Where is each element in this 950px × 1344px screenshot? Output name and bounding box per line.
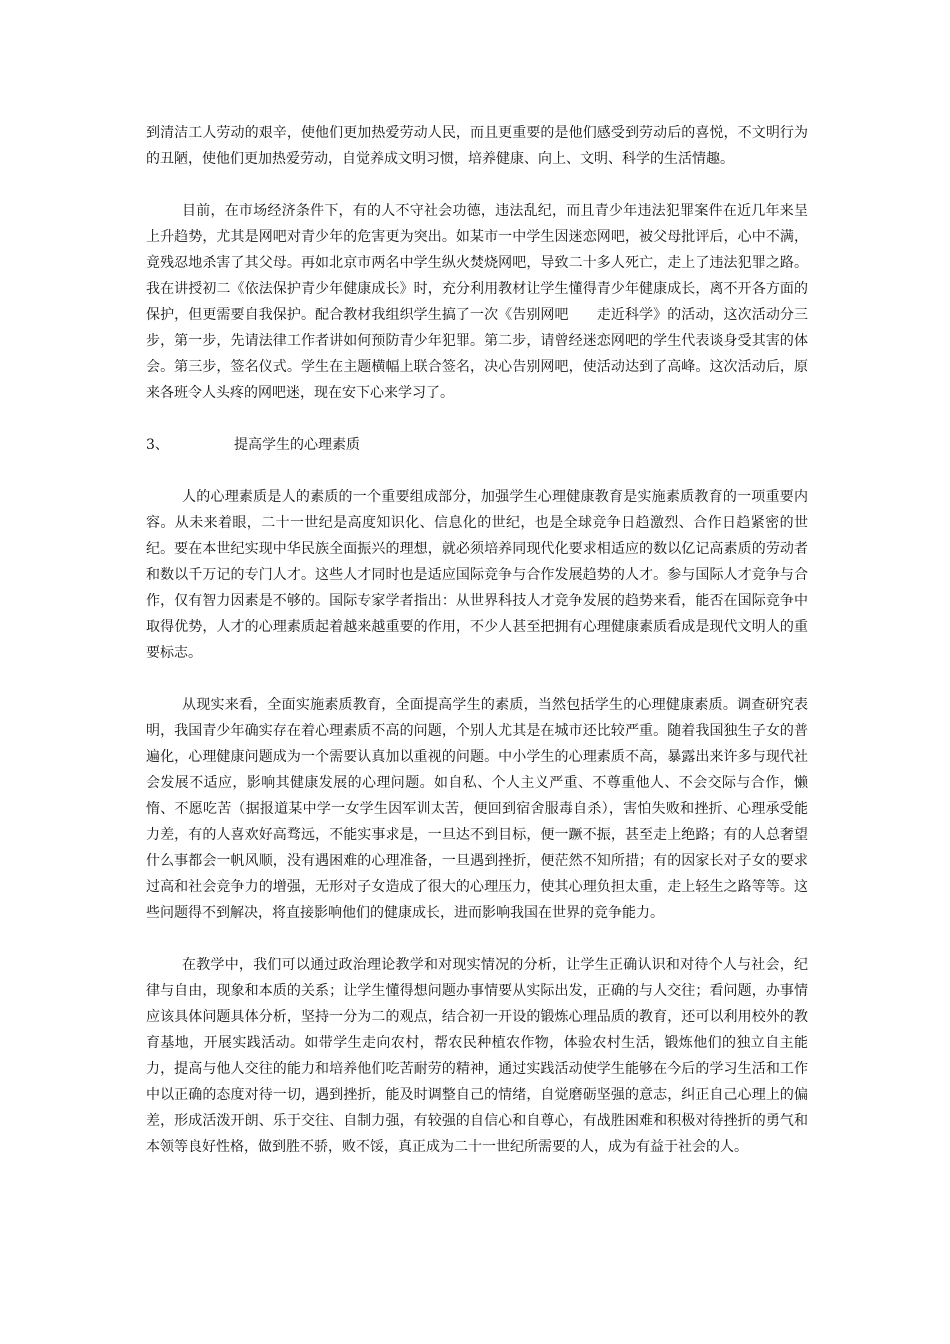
section-number: 3、	[146, 437, 169, 453]
paragraph-internet-cafe-activity: 目前，在市场经济条件下，有的人不守社会功德，违法乱纪，而且青少年违法犯罪案件在近几年来呈上升趋势，尤其是网吧对青少年的危害更为突出。如某市一中学生因迷恋网吧，被父母批评后，心中不满，竟残忍地杀害了其父母。再如北京市两名中学生纵火焚烧网吧，导致二十多人死亡，走上了违法犯罪之路。我在讲授初二《依法保护青少年健康成长》时，充分利用教材让学生懂得青少年健康成长，离不开各方面的保护，但更需要自我保护。配合教材我组织学生搞了一次《告别网吧 走近科学》的活动，这次活动分三步，第一步，先请法律工作者讲如何预防青少年犯罪。第二步，请曾经迷恋网吧的学生代表谈身受其害的体会。第三步，签名仪式。学生在主题横幅上联合签名，决心告别网吧，使活动达到了高峰。这次活动后，原来各班令人头疼的网吧迷，现在安下心来学习了。	[146, 203, 808, 401]
paragraph-reality-analysis: 从现实来看，全面实施素质教育，全面提高学生的素质，当然包括学生的心理健康素质。调查研究表明，我国青少年确实存在着心理素质不高的问题，个别人尤其是在城市还比较严重。随着我国独生子女的普遍化，心理健康问题成为一个需要认真加以重视的问题。中小学生的心理素质不高，暴露出来许多与现代社会发展不适应，影响其健康发展的心理问题。如自私、个人主义严重、不尊重他人、不会交际与合作，懒惰、不愿吃苦（据报道某中学一女学生因军训太苦，便回到宿舍服毒自杀），害怕失败和挫折、心理承受能力差，有的人喜欢好高骛远，不能实事求是，一旦达不到目标，便一蹶不振，甚至走上绝路；有的人总奢望什么事都会一帆风顺，没有遇困难的心理准备，一旦遇到挫折，便茫然不知所措；有的因家长对子女的要求过高和社会竞争力的增强，无形对子女造成了很大的心理压力，使其心理负担太重，走上轻生之路等等。这些问题得不到解决，将直接影响他们的健康成长，进而影响我国在世界的竞争能力。	[146, 697, 808, 921]
section-title: 提高学生的心理素质	[234, 437, 360, 453]
paragraph-teaching-practice: 在教学中，我们可以通过政治理论教学和对现实情况的分析，让学生正确认识和对待个人与社会，纪律与自由，现象和本质的关系；让学生懂得想问题办事情要从实际出发，正确的与人交往；看问题，办事情应该具体问题具体分析，坚持一分为二的观点，结合初一开设的锻炼心理品质的教育，还可以利用校外的教育基地，开展实践活动。如带学生走向农村，帮农民种植农作物，体验农村生活，锻炼他们的独立自主能力，提高与他人交往的能力和培养他们吃苦耐劳的精神，通过实践活动使学生能够在今后的学习生活和工作中以正确的态度对待一切，遇到挫折，能及时调整自己的情绪，自觉磨砺坚强的意志，纠正自己心理上的偏差，形成活泼开朗、乐于交往、自制力强，有较强的自信心和自尊心，有战胜困难和积极对待挫折的勇气和本领等良好性格，做到胜不骄，败不馁，真正成为二十一世纪所需要的人，成为有益于社会的人。	[146, 957, 808, 1155]
paragraph-psychological-quality: 人的心理素质是人的素质的一个重要组成部分，加强学生心理健康教育是实施素质教育的一项重要内容。从未来着眼，二十一世纪是高度知识化、信息化的世纪，也是全球竞争日趋激烈、合作日趋紧密的世纪。要在本世纪实现中华民族全面振兴的理想，就必须培养同现代化要求相适应的数以亿记高素质的劳动者和数以千万记的专门人才。这些人才同时也是适应国际竞争与合作发展趋势的人才。参与国际人才竞争与合作，仅有智力因素是不够的。国际专家学者指出：从世界科技人才竞争发展的趋势来看，能否在国际竞争中取得优势，人才的心理素质起着越来越重要的作用，不少人甚至把拥有心理健康素质看成是现代文明人的重要标志。	[146, 489, 808, 661]
paragraph-continuation: 到清洁工人劳动的艰辛，使他们更加热爱劳动人民，而且更重要的是他们感受到劳动后的喜悦，不文明行为的丑陋，使他们更加热爱劳动，自觉养成文明习惯，培养健康、向上、文明、科学的生活情趣。	[146, 125, 808, 167]
document-page	[146, 120, 808, 1186]
section-heading	[146, 432, 808, 458]
